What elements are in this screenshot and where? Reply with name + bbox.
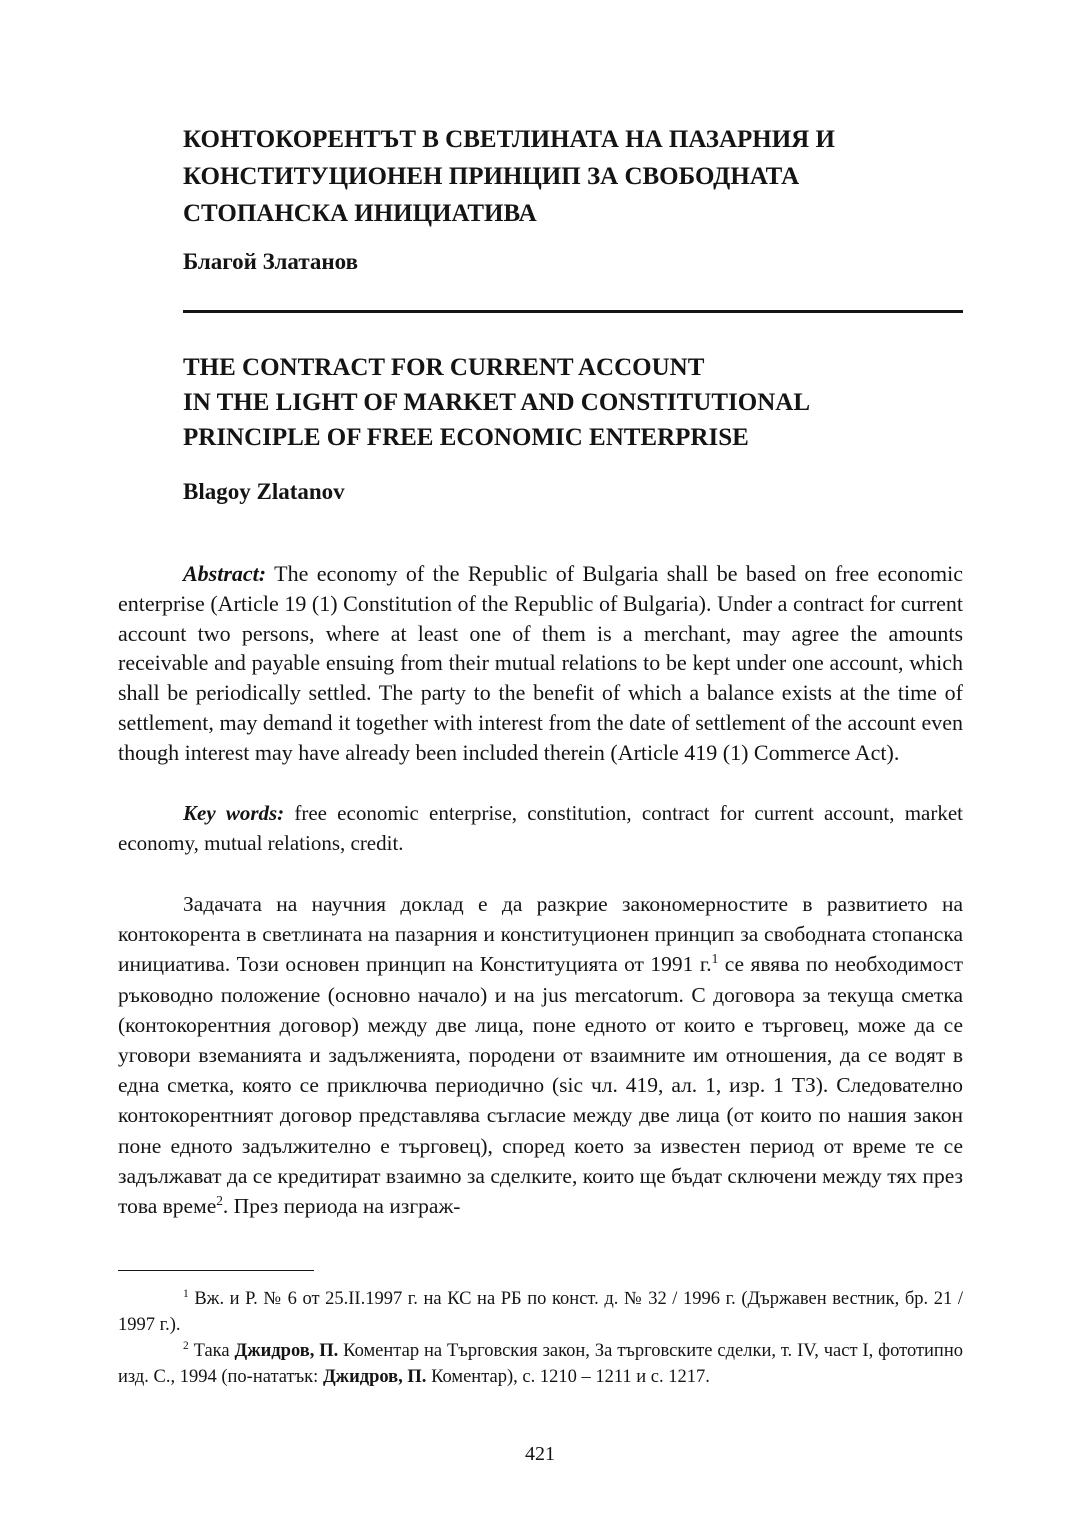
author-english: Blagoy Zlatanov bbox=[183, 479, 345, 504]
footnote-ref-2: 2 bbox=[216, 1192, 223, 1208]
footnote-2 bbox=[118, 1339, 963, 1390]
footnote-2-pre: Така bbox=[188, 1341, 235, 1361]
footnote-1-text: Вж. и Р. № 6 от 25.II.1997 г. на КС на РБ по конст. д. № 32 / 1996 г. (Държавен вестник, бр. 21 / 1997 г.). bbox=[118, 1289, 963, 1335]
footnote-2-mid: Коментар на Търговския закон, За търговските сделки, т. IV, част I, фототипно изд. С., 1994 (по-нататък: bbox=[118, 1341, 963, 1387]
keywords-label: Key words: bbox=[183, 801, 285, 825]
body-text-part-2: се явява по необходимост ръководно положение (основно начало) и на jus mercatorum. С договора за текуща сметка (контокорентния договор) между две лица, поне едното от които е търговец, може да се уговори вземанията и задълженията, породени от взаимните им отношения, да се водят в една сметка, която се приключва периодично (sic чл. 419, ал. 1, изр. 1 ТЗ). Следователно контокорентният договор представлява съгласие между две лица (от които по нашия закон поне едното задължително е търговец), според което за известен период от време те се задължават да се кредитират взаимно за сделките, които ще бъдат сключени между тях през това време bbox=[118, 952, 963, 1219]
page-number: 421 bbox=[525, 1443, 555, 1465]
keywords-text: free economic enterprise, constitution, contract for current account, market economy, mutual relations, credit. bbox=[118, 801, 963, 855]
body-text-part-3: . През периода на изграж- bbox=[222, 1194, 461, 1219]
footnote-ref-1: 1 bbox=[711, 951, 719, 967]
keywords-paragraph bbox=[118, 798, 963, 858]
title-en-line-2: IN THE LIGHT OF MARKET AND CONSTITUTIONAL bbox=[183, 389, 810, 416]
title-english bbox=[183, 350, 963, 455]
author-bulgarian: Благой Златанов bbox=[183, 249, 359, 274]
title-bg-line-3: СТОПАНСКА ИНИЦИАТИВА bbox=[183, 200, 537, 227]
footnote-2-marker: 2 bbox=[183, 1339, 189, 1352]
abstract-paragraph bbox=[118, 559, 963, 768]
title-bg-line-2: КОНСТИТУЦИОНЕН ПРИНЦИП ЗА СВОБОДНАТА bbox=[183, 163, 800, 190]
footnote-2-author-2: Джидров, П. bbox=[322, 1366, 427, 1387]
body-paragraph bbox=[118, 889, 963, 1221]
footnote-1-marker: 1 bbox=[183, 1287, 189, 1300]
title-en-line-1: THE CONTRACT FOR CURRENT ACCOUNT bbox=[183, 354, 705, 381]
title-bulgarian bbox=[183, 121, 963, 232]
title-divider bbox=[183, 310, 963, 313]
footnote-1 bbox=[118, 1287, 963, 1338]
footnote-2-post: Коментар), с. 1210 – 1211 и с. 1217. bbox=[426, 1366, 710, 1387]
title-en-line-3: PRINCIPLE OF FREE ECONOMIC ENTERPRISE bbox=[183, 424, 749, 451]
footnote-separator bbox=[118, 1270, 314, 1271]
abstract-text: The economy of the Republic of Bulgaria shall be based on free economic enterprise (Article 19 (1) Constitution of the Republic of Bulgaria). Under a contract for current account two persons, where at least one of them is a merchant, may agree the amounts receivable and payable ensuing from their mutual relations to be kept under one account, which shall be periodically settled. The party to the benefit of which a balance exists at the time of settlement, may demand it together with interest from the date of settlement of the account even though interest may have already been included therein (Article 419 (1) Commerce Act). bbox=[118, 561, 963, 765]
title-bg-line-1: КОНТОКОРЕНТЪТ В СВЕТЛИНАТА НА ПАЗАРНИЯ И bbox=[183, 126, 835, 153]
footnote-2-author-1: Джидров, П. bbox=[234, 1341, 339, 1361]
abstract-label: Abstract: bbox=[183, 561, 267, 586]
body-text-part-1: Задачата на научния доклад е да разкрие закономерностите в развитието на контокорента в светлината на пазарния и конституционен принцип за свободната стопанска инициатива. Този основен принцип на Конституцията от 1991 г. bbox=[118, 892, 963, 977]
